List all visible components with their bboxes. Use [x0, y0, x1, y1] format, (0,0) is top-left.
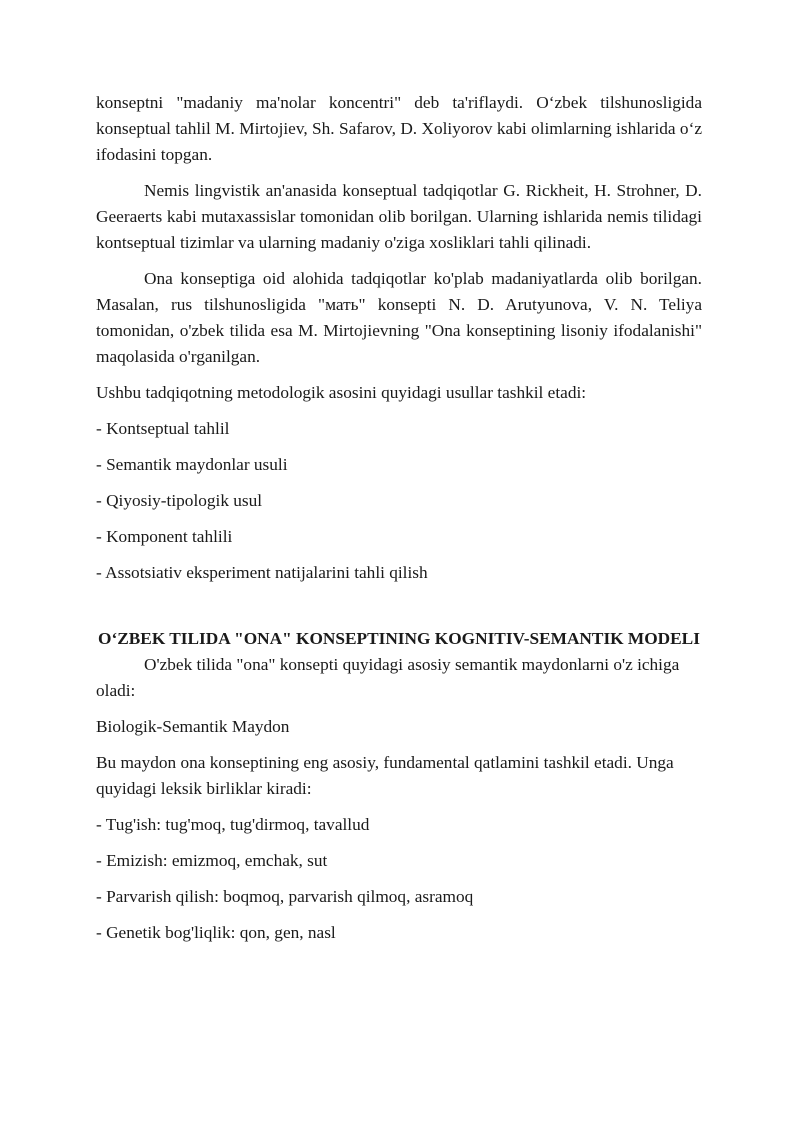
list-item: - Emizish: emizmoq, emchak, sut: [96, 851, 328, 870]
list-item: - Kontseptual tahlil: [96, 419, 230, 438]
paragraph-mother-concept-studies: Ona konseptiga oid alohida tadqiqotlar ko'plab madaniyatlarda olib borilgan. Masalan, rus tilshunosligida "мать" konsepti N. D. Arutyunova, V. N. Teliya tomonidan, o'zbek tilida esa M. Mirtojievning "Ona konseptining lisoniy ifodalanishi" maqolasida o'rganilgan.: [96, 269, 702, 366]
subsection-text: Bu maydon ona konseptining eng asosiy, fundamental qatlamini tashkil etadi. Unga quyidagi leksik birliklar kiradi:: [96, 753, 674, 798]
subsection-title: Biologik-Semantik Maydon: [96, 717, 290, 736]
paragraph-concept-definition: konseptni "madaniy ma'nolar koncentri" deb ta'riflaydi. O‘zbek tilshunosligida konseptual tahlil M. Mirtojiev, Sh. Safarov, D. Xoliyorov kabi olimlarning ishlarida o‘z ifodasini topgan.: [96, 93, 702, 164]
section-intro: O'zbek tilida "ona" konsepti quyidagi asosiy semantik maydonlarni o'z ichiga oladi:: [96, 655, 680, 700]
methodology-intro: Ushbu tadqiqotning metodologik asosini quyidagi usullar tashkil etadi:: [96, 383, 587, 402]
lexical-items-list: [96, 812, 702, 946]
paragraph-german-tradition: Nemis lingvistik an'anasida konseptual tadqiqotlar G. Rickheit, H. Strohner, D. Geeraerts kabi mutaxassislar tomonidan olib borilgan. Ularning ishlarida nemis tilidagi kontseptual tizimlar va ularning madaniy o'ziga xosliklari tahli qilinadi.: [96, 181, 702, 252]
list-item: - Parvarish qilish: boqmoq, parvarish qilmoq, asramoq: [96, 887, 474, 906]
methods-list: [96, 416, 702, 586]
section-heading: O‘ZBEK TILIDA "ONA" KONSEPTINING KOGNITIV-SEMANTIK MODELI: [98, 629, 700, 648]
list-item: - Komponent tahlili: [96, 527, 233, 546]
list-item: - Qiyosiy-tipologik usul: [96, 491, 263, 510]
document-page: [96, 90, 702, 946]
list-item: - Assotsiativ eksperiment natijalarini tahli qilish: [96, 563, 428, 582]
list-item: - Tug'ish: tug'moq, tug'dirmoq, tavallud: [96, 815, 370, 834]
list-item: - Semantik maydonlar usuli: [96, 455, 288, 474]
list-item: - Genetik bog'liqlik: qon, gen, nasl: [96, 923, 336, 942]
